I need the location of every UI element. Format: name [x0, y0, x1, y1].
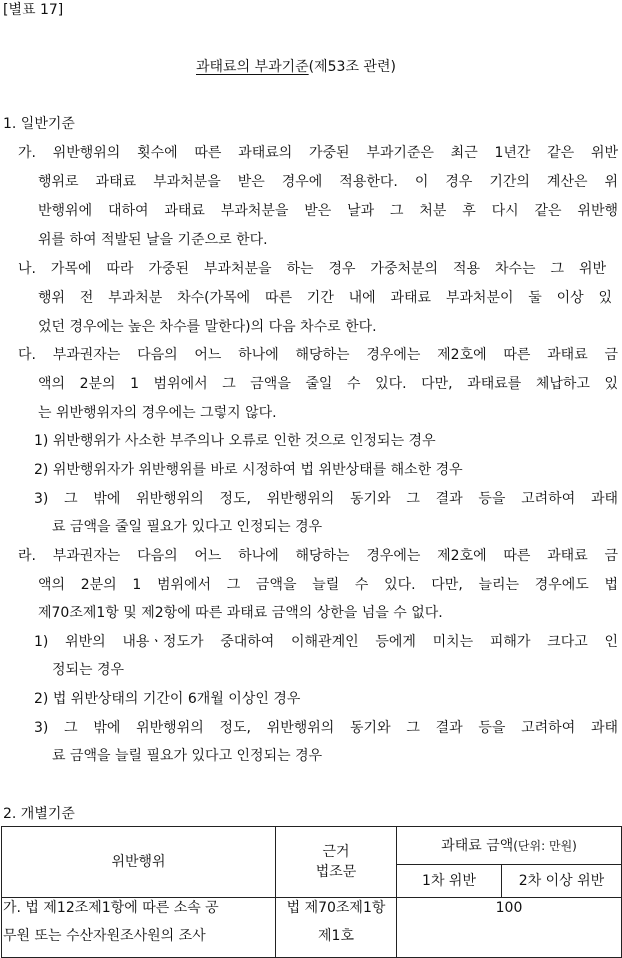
clause-da-line: 는 위반행위자의 경우에는 그렇지 않다. — [38, 405, 277, 421]
row-violation-line: 무원 또는 수산자원조사원의 조사 — [3, 928, 206, 944]
row-violation-cell — [2, 898, 276, 958]
title-main: 과태료의 부과기준 — [196, 59, 309, 75]
clause-da-item: 1) 위반행위가 사소한 부주의나 오류로 인한 것으로 인정되는 경우 — [34, 433, 436, 449]
clause-ra-line: 액의 2분의 1 범위에서 그 금액을 늘릴 수 있다. 다만, 늘리는 경우에도 법 — [38, 577, 618, 593]
clause-da-item: 3) 그 밖에 위반행위의 정도, 위반행위의 동기와 그 결과 등을 고려하여 과태 — [34, 491, 618, 507]
clause-ra-item: 1) 위반의 내용ㆍ정도가 중대하여 이해관계인 등에게 미치는 피해가 크다고 인 — [34, 634, 618, 650]
clause-ra-item-cont: 료 금액을 늘릴 필요가 있다고 인정되는 경우 — [52, 748, 323, 764]
clause-ga-line: 반행위에 대하여 과태료 부과처분을 받은 날과 그 처분 후 다시 같은 위반행 — [38, 203, 618, 219]
clause-da-line: 액의 2분의 1 범위에서 그 금액을 줄일 수 있다. 다만, 과태료를 체납하고 있 — [38, 376, 618, 392]
clause-da-line: 다. 부과권자는 다음의 어느 하나에 해당하는 경우에는 제2호에 따른 과태료 금 — [18, 347, 618, 363]
clause-ra-item: 3) 그 밖에 위반행위의 정도, 위반행위의 동기와 그 결과 등을 고려하여 과태 — [34, 720, 618, 736]
document-title — [196, 57, 396, 77]
clause-ra-item-cont: 정되는 경우 — [52, 662, 125, 678]
fee-table — [1, 826, 622, 958]
header-basis-line2: 법조문 — [315, 864, 357, 880]
header-fee-label: 과태료 금액 — [441, 837, 514, 854]
clause-da-item-cont: 료 금액을 줄일 필요가 있다고 인정되는 경우 — [52, 519, 323, 535]
header-basis-line1: 근거 — [322, 844, 350, 860]
header-first-violation: 1차 위반 — [397, 865, 502, 898]
row-basis-line: 법 제70조제1항 — [286, 900, 386, 916]
section-1-heading: 1. 일반기준 — [3, 116, 75, 132]
title-article-ref: (제53조 관련) — [308, 59, 396, 75]
clause-na-line: 나. 가목에 따라 가중된 부과처분을 하는 경우 가중처분의 적용 차수는 그 위반 — [18, 261, 606, 277]
clause-ra-line: 제70조제1항 및 제2항에 따른 과태료 금액의 상한을 넘을 수 없다. — [38, 605, 443, 621]
header-basis — [276, 827, 397, 898]
row-violation-line: 가. 법 제12조제1항에 따른 소속 공 — [3, 900, 219, 916]
clause-na-line: 행위 전 부과처분 차수(가목에 따른 기간 내에 과태료 부과처분이 둘 이상 있 — [38, 290, 612, 306]
annex-label: [별표 17] — [3, 2, 64, 18]
row-basis-cell — [276, 898, 397, 958]
clause-da-item: 2) 위반행위자가 위반행위를 바로 시정하여 법 위반상태를 해소한 경우 — [34, 462, 463, 478]
header-second-violation: 2차 이상 위반 — [502, 865, 622, 898]
header-fee-unit: (단위: 만원) — [513, 838, 577, 853]
row-basis-line: 제1호 — [318, 928, 354, 944]
clause-ra-item: 2) 법 위반상태의 기간이 6개월 이상인 경우 — [34, 691, 301, 707]
clause-ga-line: 행위로 과태료 부과처분을 받은 경우에 적용한다. 이 경우 기간의 계산은 위 — [38, 174, 618, 190]
clause-ra-line: 라. 부과권자는 다음의 어느 하나에 해당하는 경우에는 제2호에 따른 과태료 금 — [18, 548, 618, 564]
header-violation: 위반행위 — [2, 827, 276, 898]
header-fee — [397, 827, 622, 865]
clause-ga-line: 가. 위반행위의 횟수에 따른 과태료의 가중된 부과기준은 최근 1년간 같은 위반 — [18, 145, 618, 161]
clause-na-line: 었던 경우에는 높은 차수를 말한다)의 다음 차수로 한다. — [38, 319, 377, 335]
section-2-heading: 2. 개별기준 — [3, 806, 75, 822]
row-fee-cell: 100 — [397, 898, 622, 958]
clause-ga-line: 위를 하여 적발된 날을 기준으로 한다. — [38, 232, 268, 248]
